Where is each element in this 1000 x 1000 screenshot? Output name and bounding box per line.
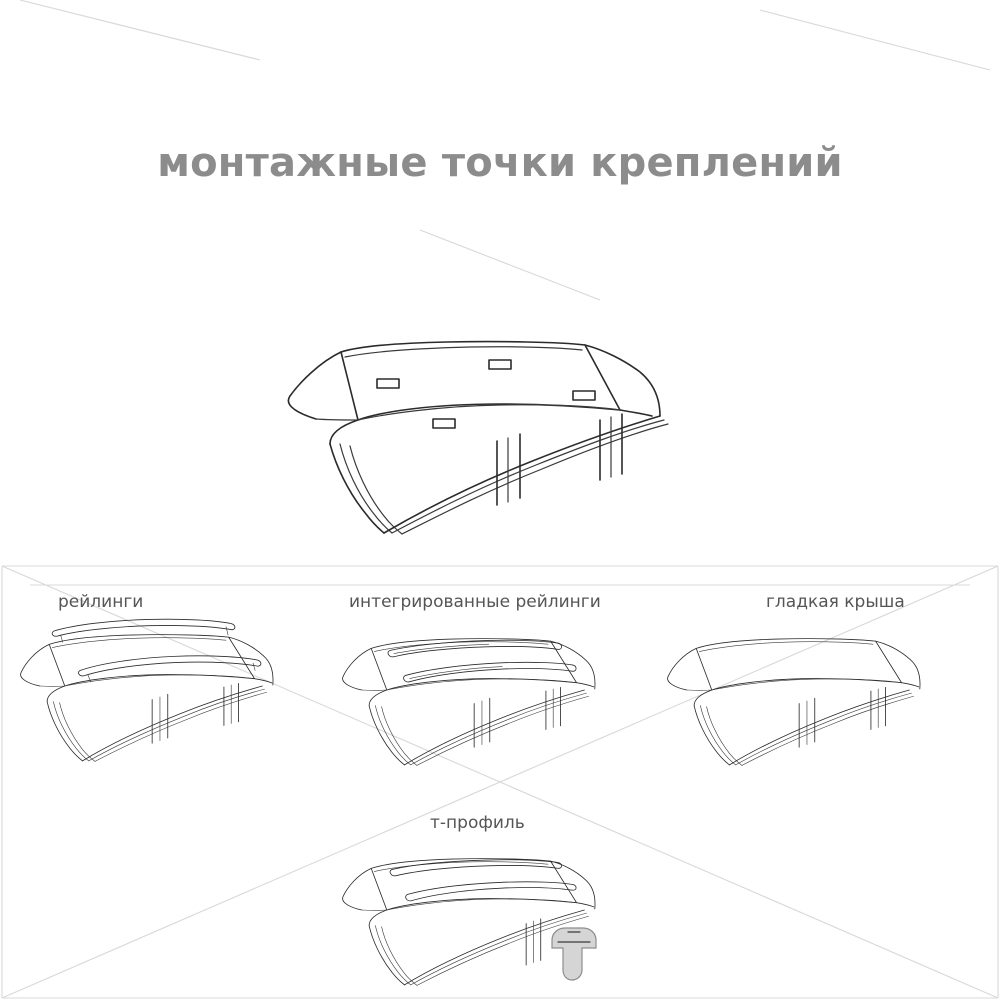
caption-railing: рейлинги <box>58 592 144 612</box>
page-title: монтажные точки креплений <box>157 140 843 186</box>
caption-smooth-roof: гладкая крыша <box>766 592 905 612</box>
caption-t-profile: т-профиль <box>430 813 525 833</box>
caption-integrated-railing: интегрированные рейлинги <box>349 592 601 612</box>
